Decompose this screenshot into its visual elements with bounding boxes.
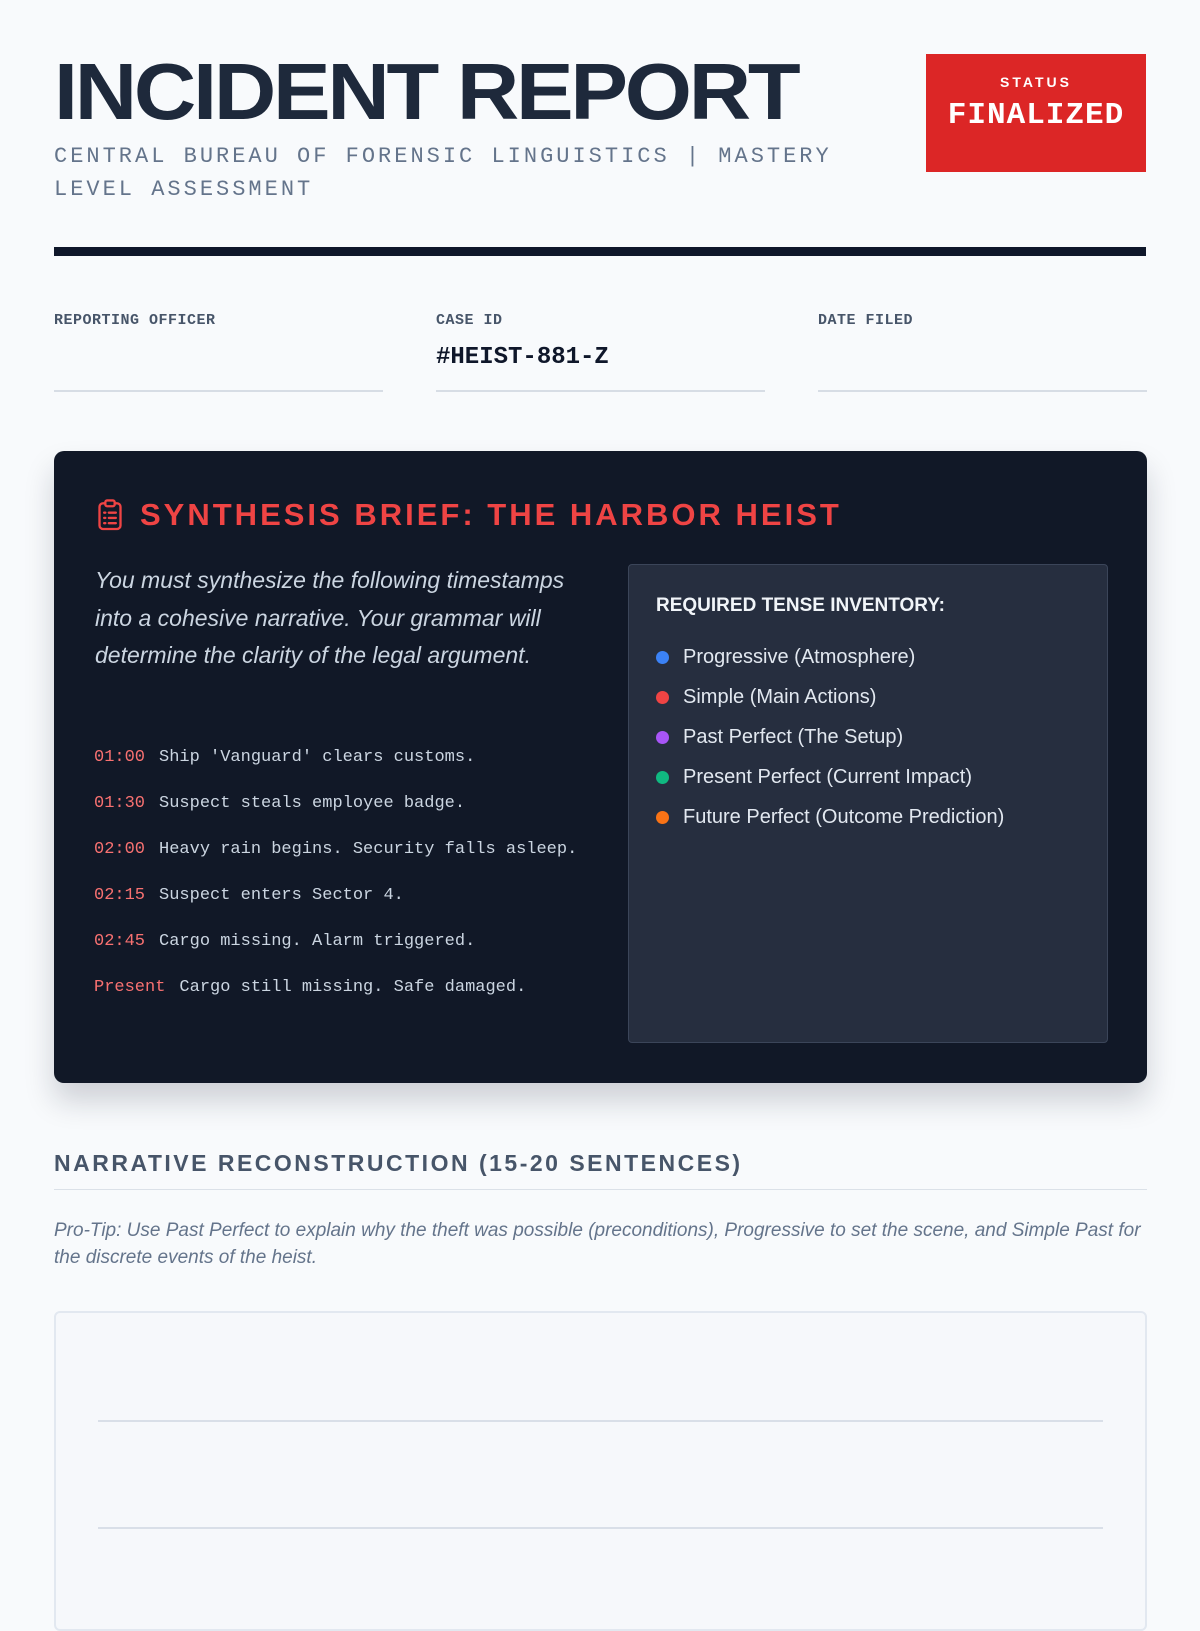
- tense-label: Future Perfect (Outcome Prediction): [683, 805, 1005, 828]
- narrative-divider: [54, 1189, 1147, 1190]
- tense-item: [656, 637, 1004, 677]
- timeline-time: 01:00: [94, 748, 146, 767]
- tense-item: [656, 677, 1004, 717]
- bullet-dot-icon: [656, 691, 669, 704]
- timeline-item: [94, 925, 594, 958]
- tense-label: Present Perfect (Current Impact): [683, 765, 972, 788]
- clipboard-icon: [96, 498, 124, 532]
- tense-label: Progressive (Atmosphere): [683, 645, 916, 668]
- tense-label: Simple (Main Actions): [683, 685, 877, 708]
- page-title: INCIDENT REPORT: [54, 47, 798, 136]
- date-filed-label: DATE FILED: [818, 312, 914, 329]
- timeline-time: 02:00: [94, 840, 146, 859]
- narrative-section-title: NARRATIVE RECONSTRUCTION (15-20 SENTENCES): [54, 1150, 743, 1176]
- timeline-time: 02:15: [94, 886, 146, 905]
- brief-intro: You must synthesize the following timestamps into a cohesive narrative. Your grammar will determine the clarity of the legal argument.: [95, 567, 565, 668]
- report-meta: [54, 252, 1146, 396]
- timeline-event: Suspect enters Sector 4.: [159, 886, 404, 905]
- tense-item: [656, 757, 1004, 797]
- status-value: FINALIZED: [947, 98, 1125, 133]
- case-id-value[interactable]: #HEIST-881-Z: [436, 344, 609, 371]
- bullet-dot-icon: [656, 731, 669, 744]
- timeline-event: Suspect steals employee badge.: [159, 794, 466, 813]
- timeline-item: [94, 879, 594, 912]
- timeline-time: Present: [94, 978, 166, 997]
- pro-tip: Pro-Tip: Use Past Perfect to explain why the theft was possible (preconditions), Progressive to set the scene, and Simple Past for the discrete events of the heist.: [54, 1220, 1141, 1268]
- timeline-item: [94, 971, 594, 1004]
- date-filed-field[interactable]: [818, 312, 1147, 392]
- ruled-line: [98, 1420, 1103, 1422]
- tense-inventory-panel: [628, 564, 1108, 1043]
- brief-header: [96, 497, 842, 533]
- tense-item: [656, 797, 1004, 837]
- brief-title: SYNTHESIS BRIEF: THE HARBOR HEIST: [140, 497, 842, 532]
- timeline-event: Ship 'Vanguard' clears customs.: [159, 748, 476, 767]
- timeline-event: Cargo still missing. Safe damaged.: [179, 978, 527, 997]
- timeline-list: [94, 741, 594, 1017]
- case-id-field[interactable]: [436, 312, 765, 392]
- ruled-line: [98, 1527, 1103, 1529]
- tense-inventory-title: REQUIRED TENSE INVENTORY:: [656, 595, 945, 616]
- timeline-item: [94, 833, 594, 866]
- tense-label: Past Perfect (The Setup): [683, 725, 904, 748]
- status-badge: [926, 54, 1146, 172]
- tense-item: [656, 717, 1004, 757]
- synthesis-brief-card: [54, 451, 1147, 1083]
- page-subtitle: CENTRAL BUREAU OF FORENSIC LINGUISTICS | MASTERY LEVEL ASSESSMENT: [54, 144, 832, 202]
- timeline-event: Cargo missing. Alarm triggered.: [159, 932, 476, 951]
- timeline-item: [94, 741, 594, 774]
- timeline-event: Heavy rain begins. Security falls asleep.: [159, 840, 578, 859]
- timeline-item: [94, 787, 594, 820]
- reporting-officer-field[interactable]: [54, 312, 383, 392]
- narrative-textarea[interactable]: [54, 1311, 1147, 1631]
- timeline-time: 02:45: [94, 932, 146, 951]
- case-id-label: CASE ID: [436, 312, 503, 329]
- bullet-dot-icon: [656, 651, 669, 664]
- status-label: STATUS: [1000, 74, 1072, 90]
- timeline-time: 01:30: [94, 794, 146, 813]
- bullet-dot-icon: [656, 811, 669, 824]
- reporting-officer-label: REPORTING OFFICER: [54, 312, 216, 329]
- tense-inventory-list: [656, 637, 1004, 837]
- bullet-dot-icon: [656, 771, 669, 784]
- report-header: [54, 0, 1146, 252]
